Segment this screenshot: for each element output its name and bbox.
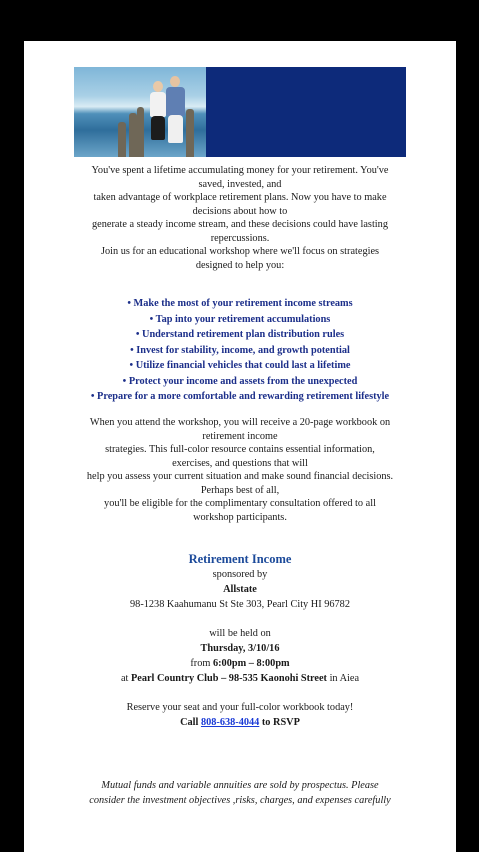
event-date: Thursday, 3/10/16 bbox=[200, 643, 280, 654]
disclaimer bbox=[24, 778, 456, 823]
workbook-line: retirement income bbox=[202, 430, 278, 442]
pier-post bbox=[137, 107, 144, 157]
event-venue: Pearl Country Club – 98-535 Kaonohi Street bbox=[130, 673, 327, 684]
intro-line: taken advantage of workplace retirement plans. Now you have to make bbox=[93, 192, 387, 203]
list-item: • Make the most of your retirement income streams bbox=[127, 298, 353, 309]
held-on-label: will be held on bbox=[209, 628, 271, 639]
event-venue-line bbox=[24, 671, 456, 686]
sponsored-by-label: sponsored by bbox=[212, 569, 268, 580]
workbook-line: When you attend the workshop, you will receive a 20-page workbook on bbox=[89, 417, 391, 428]
list-item: • Tap into your retirement accumulations bbox=[149, 313, 331, 325]
workbook-line: help you assess your current situation and make sound financial decisions. bbox=[86, 471, 394, 482]
list-item: • Prepare for a more comfortable and rewarding retirement lifestyle bbox=[90, 391, 390, 402]
list-item: • Invest for stability, income, and growth potential bbox=[130, 344, 350, 356]
intro-line: Join us for an educational workshop where we'll focus on strategies bbox=[100, 246, 380, 257]
benefit-list bbox=[24, 296, 456, 405]
hero-banner bbox=[74, 67, 406, 157]
person-legs bbox=[168, 115, 183, 143]
list-item: • Utilize financial vehicles that could last a lifetime bbox=[129, 360, 351, 371]
workbook-line: exercises, and questions that will bbox=[172, 457, 308, 469]
person-head bbox=[170, 76, 180, 87]
reserve-text: Reserve your seat and your full-color workbook today! bbox=[126, 702, 354, 713]
workbook-line: Perhaps best of all, bbox=[200, 484, 280, 496]
document-page bbox=[24, 41, 456, 852]
workbook-line: strategies. This full-color resource contains essential information, bbox=[105, 444, 375, 455]
pier-post bbox=[118, 122, 126, 157]
pier-post bbox=[186, 109, 194, 157]
event-title: Retirement Income bbox=[188, 552, 292, 566]
hero-color-panel bbox=[206, 67, 406, 157]
rsvp-phone-link[interactable]: 808-638-4044 bbox=[200, 717, 260, 728]
rsvp-line bbox=[24, 715, 456, 730]
intro-line: saved, invested, and bbox=[198, 178, 282, 190]
call-prefix: Call bbox=[180, 717, 201, 728]
workbook-line: you'll be eligible for the complimentary consultation offered to all bbox=[104, 498, 376, 509]
list-item: • Understand retirement plan distribution rules bbox=[135, 329, 345, 340]
event-time: 6:00pm – 8:00pm bbox=[212, 658, 290, 669]
event-time-line bbox=[24, 656, 456, 671]
intro-line: You've spent a lifetime accumulating money for your retirement. You've bbox=[91, 165, 389, 176]
pier-post bbox=[129, 113, 137, 157]
time-prefix: from bbox=[190, 658, 213, 669]
intro-line: generate a steady income stream, and these decisions could have lasting bbox=[92, 219, 388, 230]
list-item: • Protect your income and assets from the unexpected bbox=[122, 375, 358, 387]
sponsor-address: 98-1238 Kaahumanu St Ste 303, Pearl City HI 96782 bbox=[130, 599, 350, 610]
event-details bbox=[24, 551, 456, 730]
workbook-paragraph bbox=[24, 416, 456, 524]
disclaimer-line: consider the investment objectives ,risks, charges, and expenses carefully bbox=[89, 795, 391, 806]
sponsor-name: Allstate bbox=[223, 584, 257, 595]
workbook-line: workshop participants. bbox=[193, 511, 287, 523]
disclaimer-line-cut-off bbox=[24, 808, 456, 823]
intro-line: designed to help you: bbox=[195, 259, 285, 271]
disclaimer-line: Mutual funds and variable annuities are sold by prospectus. Please bbox=[101, 780, 379, 791]
intro-line: repercussions. bbox=[210, 232, 270, 244]
person-torso bbox=[166, 87, 185, 116]
intro-paragraph bbox=[24, 164, 456, 272]
venue-suffix: in Aiea bbox=[327, 673, 360, 684]
person-torso bbox=[150, 92, 166, 117]
intro-line: decisions about how to bbox=[192, 205, 288, 217]
call-suffix: to RSVP bbox=[259, 717, 300, 728]
venue-prefix: at bbox=[120, 673, 131, 684]
hero-photo-couple-on-pier bbox=[74, 67, 206, 157]
person-head bbox=[153, 81, 163, 92]
person-legs bbox=[151, 116, 165, 140]
